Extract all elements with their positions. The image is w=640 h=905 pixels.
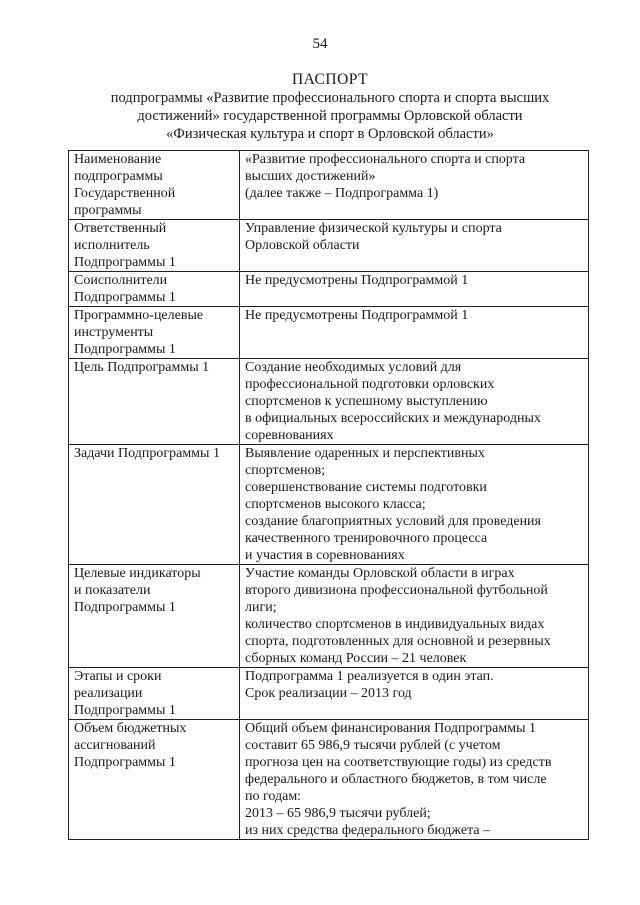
row-label-line: Целевые индикаторы bbox=[74, 566, 201, 581]
table-row bbox=[69, 307, 589, 359]
document-subtitle-line: «Физическая культура и спорт в Орловской области» bbox=[166, 126, 494, 142]
row-value-line: Орловской области bbox=[245, 238, 360, 253]
row-value-line: второго дивизиона профессиональной футбольной bbox=[245, 583, 548, 598]
row-label-line: Подпрограммы 1 bbox=[74, 290, 176, 305]
row-label-cell bbox=[69, 220, 240, 272]
row-label-line: программы bbox=[74, 203, 142, 218]
row-value-line: в официальных всероссийских и международных bbox=[245, 411, 541, 426]
row-label-line: Программно-целевые bbox=[74, 308, 204, 323]
row-value-line: профессиональной подготовки орловских bbox=[245, 377, 495, 392]
row-label-line: Задачи Подпрограммы 1 bbox=[74, 446, 220, 461]
row-label-line: Подпрограммы 1 bbox=[74, 342, 176, 357]
table-row bbox=[69, 359, 589, 445]
row-label-line: Объем бюджетных bbox=[74, 721, 187, 736]
row-label-line: Государственной bbox=[74, 186, 176, 201]
row-value-line: соревнованиях bbox=[245, 428, 334, 443]
row-value-line: спортсменов высокого класса; bbox=[245, 497, 426, 512]
row-value-cell bbox=[240, 272, 589, 307]
row-value-line: высших достижений» bbox=[245, 169, 376, 184]
row-value-cell bbox=[240, 220, 589, 272]
row-label-line: Наименование bbox=[74, 152, 162, 167]
table-row bbox=[69, 668, 589, 720]
row-label-line: Ответственный bbox=[74, 221, 167, 236]
row-label-cell bbox=[69, 307, 240, 359]
row-label-cell bbox=[69, 445, 240, 565]
passport-table-body bbox=[69, 151, 589, 840]
row-label-cell bbox=[69, 668, 240, 720]
row-label-cell bbox=[69, 359, 240, 445]
row-value-line: Выявление одаренных и перспективных bbox=[245, 446, 485, 461]
row-value-cell bbox=[240, 151, 589, 220]
row-value-line: 2013 – 65 986,9 тысячи рублей; bbox=[245, 806, 431, 821]
row-value-line: Общий объем финансирования Подпрограммы 1 bbox=[245, 721, 537, 736]
row-label-line: Подпрограммы 1 bbox=[74, 600, 176, 615]
row-value-cell bbox=[240, 720, 589, 840]
row-label-line: Соисполнители bbox=[74, 273, 168, 288]
table-row bbox=[69, 445, 589, 565]
document-subtitle-line: достижений» государственной программы Орловской области bbox=[137, 108, 523, 124]
row-value-line: из них средства федерального бюджета – bbox=[245, 823, 491, 838]
row-label-line: Этапы и сроки bbox=[74, 669, 162, 684]
row-value-line: составит 65 986,9 тысячи рублей (с учетом bbox=[245, 738, 501, 753]
table-row bbox=[69, 151, 589, 220]
row-label-line: подпрограммы bbox=[74, 169, 163, 184]
passport-table bbox=[68, 150, 589, 840]
row-value-line: сборных команд России – 21 человек bbox=[245, 651, 467, 666]
row-value-cell bbox=[240, 359, 589, 445]
document-title: ПАСПОРТ bbox=[291, 71, 369, 88]
row-value-line: и участия в соревнованиях bbox=[245, 548, 405, 563]
row-value-line: количество спортсменов в индивидуальных видах bbox=[245, 617, 545, 632]
row-value-line: спортсменов к успешному выступлению bbox=[245, 394, 488, 409]
row-value-cell bbox=[240, 445, 589, 565]
row-value-line: Создание необходимых условий для bbox=[245, 360, 462, 375]
row-value-line: по годам: bbox=[245, 789, 302, 804]
row-value-line: (далее также – Подпрограмма 1) bbox=[245, 186, 439, 201]
table-row bbox=[69, 220, 589, 272]
row-value-cell bbox=[240, 668, 589, 720]
table-row bbox=[69, 565, 589, 668]
row-label-line: ассигнований bbox=[74, 738, 156, 753]
document-subtitle-line: подпрограммы «Развитие профессионального спорта и спорта высших bbox=[110, 90, 550, 106]
page-number: 54 bbox=[312, 36, 328, 52]
row-value-line: спорта, подготовленных для основной и резервных bbox=[245, 634, 551, 649]
row-value-line: качественного тренировочного процесса bbox=[245, 531, 488, 546]
row-value-line: прогноза цен на соответствующие годы) из средств bbox=[245, 755, 552, 770]
row-label-cell bbox=[69, 151, 240, 220]
row-value-line: Срок реализации – 2013 год bbox=[245, 686, 412, 701]
row-value-line: спортсменов; bbox=[245, 463, 326, 478]
row-label-line: и показатели bbox=[74, 583, 151, 598]
row-value-line: Участие команды Орловской области в играх bbox=[245, 566, 515, 581]
row-label-line: Подпрограммы 1 bbox=[74, 255, 176, 270]
table-row bbox=[69, 272, 589, 307]
row-label-cell bbox=[69, 272, 240, 307]
row-value-line: лиги; bbox=[245, 600, 277, 615]
document-heading bbox=[100, 70, 560, 143]
row-value-cell bbox=[240, 307, 589, 359]
row-label-cell bbox=[69, 565, 240, 668]
row-label-line: реализации bbox=[74, 686, 143, 701]
row-value-line: «Развитие профессионального спорта и спорта bbox=[245, 152, 526, 167]
table-row bbox=[69, 720, 589, 840]
row-label-cell bbox=[69, 720, 240, 840]
row-value-line: Не предусмотрены Подпрограммой 1 bbox=[245, 308, 469, 323]
row-value-line: федерального и областного бюджетов, в том числе bbox=[245, 772, 547, 787]
row-value-line: Управление физической культуры и спорта bbox=[245, 221, 502, 236]
row-label-line: Цель Подпрограммы 1 bbox=[74, 360, 210, 375]
row-value-line: Подпрограмма 1 реализуется в один этап. bbox=[245, 669, 494, 684]
row-label-line: Подпрограммы 1 bbox=[74, 703, 176, 718]
row-value-line: Не предусмотрены Подпрограммой 1 bbox=[245, 273, 469, 288]
row-value-line: создание благоприятных условий для проведения bbox=[245, 514, 541, 529]
row-label-line: Подпрограммы 1 bbox=[74, 755, 176, 770]
row-label-line: инструменты bbox=[74, 325, 154, 340]
row-label-line: исполнитель bbox=[74, 238, 150, 253]
row-value-line: совершенствование системы подготовки bbox=[245, 480, 487, 495]
row-value-cell bbox=[240, 565, 589, 668]
